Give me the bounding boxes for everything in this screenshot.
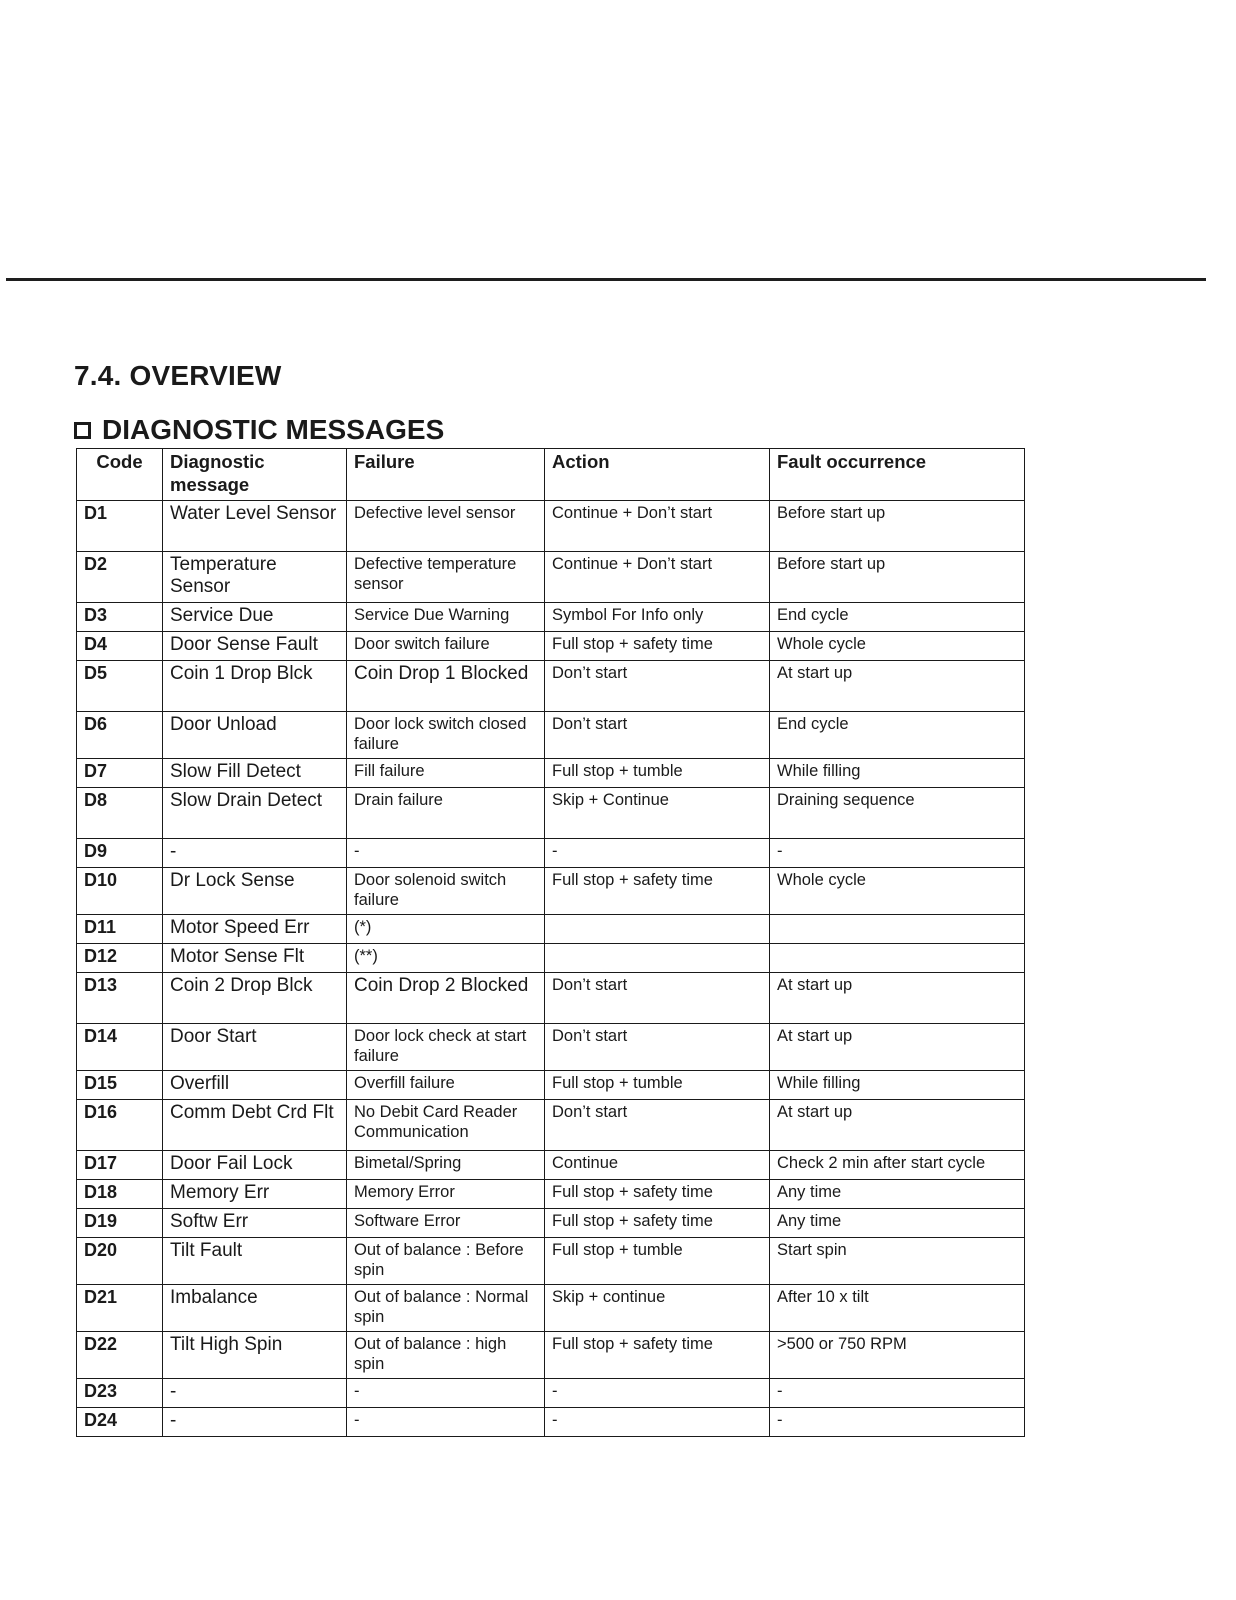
failure-cell: Defective temperature sensor <box>347 552 545 603</box>
occurrence-cell: - <box>770 1408 1025 1437</box>
occurrence-cell: While filling <box>770 1071 1025 1100</box>
occurrence-cell: At start up <box>770 1100 1025 1151</box>
message-cell: Softw Err <box>163 1209 347 1238</box>
code-cell: D14 <box>77 1024 163 1071</box>
action-cell: Don’t start <box>545 712 770 759</box>
message-cell: Door Fail Lock <box>163 1151 347 1180</box>
action-cell: Don’t start <box>545 661 770 712</box>
message-cell: Slow Drain Detect <box>163 788 347 839</box>
action-cell: - <box>545 839 770 868</box>
code-cell: D8 <box>77 788 163 839</box>
code-cell: D12 <box>77 944 163 973</box>
table-row <box>77 552 1025 603</box>
message-cell: Door Sense Fault <box>163 632 347 661</box>
table-row <box>77 1379 1025 1408</box>
table-row <box>77 1071 1025 1100</box>
occurrence-cell: At start up <box>770 973 1025 1024</box>
failure-cell: Fill failure <box>347 759 545 788</box>
diagnostic-messages-table <box>76 448 1025 1437</box>
code-cell: D9 <box>77 839 163 868</box>
failure-cell: - <box>347 1379 545 1408</box>
occurrence-cell: Before start up <box>770 552 1025 603</box>
action-cell: Don’t start <box>545 1024 770 1071</box>
action-cell: Full stop + safety time <box>545 1180 770 1209</box>
occurrence-cell: After 10 x tilt <box>770 1285 1025 1332</box>
code-cell: D17 <box>77 1151 163 1180</box>
action-cell: Full stop + safety time <box>545 1209 770 1238</box>
code-cell: D16 <box>77 1100 163 1151</box>
code-cell: D24 <box>77 1408 163 1437</box>
table-row <box>77 632 1025 661</box>
failure-cell: Service Due Warning <box>347 603 545 632</box>
code-cell: D19 <box>77 1209 163 1238</box>
code-cell: D13 <box>77 973 163 1024</box>
message-cell: Service Due <box>163 603 347 632</box>
table-row <box>77 1285 1025 1332</box>
code-cell: D4 <box>77 632 163 661</box>
message-cell: Door Unload <box>163 712 347 759</box>
action-cell: - <box>545 1408 770 1437</box>
occurrence-cell: While filling <box>770 759 1025 788</box>
message-cell: Overfill <box>163 1071 347 1100</box>
table-row <box>77 1332 1025 1379</box>
message-cell: Door Start <box>163 1024 347 1071</box>
column-header-failure: Failure <box>347 449 545 501</box>
action-cell: Full stop + tumble <box>545 1238 770 1285</box>
code-cell: D10 <box>77 868 163 915</box>
message-cell: Tilt Fault <box>163 1238 347 1285</box>
failure-cell: Door lock switch closed failure <box>347 712 545 759</box>
message-cell: Temperature Sensor <box>163 552 347 603</box>
occurrence-cell: >500 or 750 RPM <box>770 1332 1025 1379</box>
failure-cell: Out of balance : Before spin <box>347 1238 545 1285</box>
occurrence-cell <box>770 915 1025 944</box>
code-cell: D6 <box>77 712 163 759</box>
table-row <box>77 1180 1025 1209</box>
table-row <box>77 661 1025 712</box>
column-header-action: Action <box>545 449 770 501</box>
action-cell: Continue <box>545 1151 770 1180</box>
top-divider <box>6 278 1206 281</box>
table-row <box>77 788 1025 839</box>
code-cell: D23 <box>77 1379 163 1408</box>
message-cell: Coin 1 Drop Blck <box>163 661 347 712</box>
failure-cell: Door solenoid switch failure <box>347 868 545 915</box>
column-header-message: Diagnostic message <box>163 449 347 501</box>
table-row <box>77 1024 1025 1071</box>
code-cell: D20 <box>77 1238 163 1285</box>
action-cell: - <box>545 1379 770 1408</box>
code-cell: D18 <box>77 1180 163 1209</box>
occurrence-cell <box>770 944 1025 973</box>
occurrence-cell: Start spin <box>770 1238 1025 1285</box>
table-row <box>77 759 1025 788</box>
message-cell: Dr Lock Sense <box>163 868 347 915</box>
failure-cell: Drain failure <box>347 788 545 839</box>
action-cell: Don’t start <box>545 973 770 1024</box>
occurrence-cell: Any time <box>770 1209 1025 1238</box>
code-cell: D15 <box>77 1071 163 1100</box>
failure-cell: Out of balance : high spin <box>347 1332 545 1379</box>
action-cell: Full stop + safety time <box>545 1332 770 1379</box>
failure-cell: Door switch failure <box>347 632 545 661</box>
occurrence-cell: Before start up <box>770 501 1025 552</box>
failure-cell: No Debit Card Reader Communication <box>347 1100 545 1151</box>
action-cell: Don’t start <box>545 1100 770 1151</box>
table-row <box>77 973 1025 1024</box>
message-cell: Motor Sense Flt <box>163 944 347 973</box>
occurrence-cell: Whole cycle <box>770 868 1025 915</box>
table-row <box>77 712 1025 759</box>
table-row <box>77 1209 1025 1238</box>
failure-cell: (*) <box>347 915 545 944</box>
action-cell: Full stop + tumble <box>545 1071 770 1100</box>
table-row <box>77 944 1025 973</box>
table-row <box>77 839 1025 868</box>
occurrence-cell: End cycle <box>770 603 1025 632</box>
occurrence-cell: At start up <box>770 1024 1025 1071</box>
action-cell <box>545 915 770 944</box>
code-cell: D7 <box>77 759 163 788</box>
code-cell: D5 <box>77 661 163 712</box>
section-title: 7.4. OVERVIEW <box>74 360 282 391</box>
table-row <box>77 915 1025 944</box>
code-cell: D21 <box>77 1285 163 1332</box>
failure-cell: (**) <box>347 944 545 973</box>
subsection-title <box>74 416 444 444</box>
action-cell: Full stop + safety time <box>545 868 770 915</box>
table-row <box>77 1238 1025 1285</box>
action-cell: Skip + continue <box>545 1285 770 1332</box>
code-cell: D1 <box>77 501 163 552</box>
table-row <box>77 1100 1025 1151</box>
occurrence-cell: Any time <box>770 1180 1025 1209</box>
checkbox-icon <box>74 422 91 439</box>
failure-cell: Bimetal/Spring <box>347 1151 545 1180</box>
message-cell: - <box>163 1379 347 1408</box>
code-cell: D22 <box>77 1332 163 1379</box>
table-header-row <box>77 449 1025 501</box>
occurrence-cell: - <box>770 839 1025 868</box>
code-cell: D2 <box>77 552 163 603</box>
message-cell: Tilt High Spin <box>163 1332 347 1379</box>
subsection-label: DIAGNOSTIC MESSAGES <box>102 414 445 445</box>
failure-cell: - <box>347 839 545 868</box>
failure-cell: Defective level sensor <box>347 501 545 552</box>
occurrence-cell: Check 2 min after start cycle <box>770 1151 1025 1180</box>
column-header-code: Code <box>77 449 163 501</box>
failure-cell: Overfill failure <box>347 1071 545 1100</box>
failure-cell: Memory Error <box>347 1180 545 1209</box>
failure-cell: Coin Drop 1 Blocked <box>347 661 545 712</box>
failure-cell: - <box>347 1408 545 1437</box>
occurrence-cell: - <box>770 1379 1025 1408</box>
message-cell: - <box>163 839 347 868</box>
message-cell: Imbalance <box>163 1285 347 1332</box>
action-cell: Symbol For Info only <box>545 603 770 632</box>
message-cell: Water Level Sensor <box>163 501 347 552</box>
message-cell: - <box>163 1408 347 1437</box>
occurrence-cell: Whole cycle <box>770 632 1025 661</box>
message-cell: Slow Fill Detect <box>163 759 347 788</box>
table-row <box>77 501 1025 552</box>
occurrence-cell: Draining sequence <box>770 788 1025 839</box>
action-cell: Full stop + tumble <box>545 759 770 788</box>
message-cell: Coin 2 Drop Blck <box>163 973 347 1024</box>
failure-cell: Out of balance : Normal spin <box>347 1285 545 1332</box>
table-row <box>77 603 1025 632</box>
action-cell: Continue + Don’t start <box>545 552 770 603</box>
action-cell: Continue + Don’t start <box>545 501 770 552</box>
message-cell: Motor Speed Err <box>163 915 347 944</box>
failure-cell: Software Error <box>347 1209 545 1238</box>
occurrence-cell: End cycle <box>770 712 1025 759</box>
failure-cell: Coin Drop 2 Blocked <box>347 973 545 1024</box>
code-cell: D3 <box>77 603 163 632</box>
message-cell: Comm Debt Crd Flt <box>163 1100 347 1151</box>
code-cell: D11 <box>77 915 163 944</box>
table-row <box>77 1408 1025 1437</box>
action-cell <box>545 944 770 973</box>
message-cell: Memory Err <box>163 1180 347 1209</box>
table-row <box>77 1151 1025 1180</box>
action-cell: Full stop + safety time <box>545 632 770 661</box>
failure-cell: Door lock check at start failure <box>347 1024 545 1071</box>
occurrence-cell: At start up <box>770 661 1025 712</box>
action-cell: Skip + Continue <box>545 788 770 839</box>
column-header-occurrence: Fault occurrence <box>770 449 1025 501</box>
table-row <box>77 868 1025 915</box>
